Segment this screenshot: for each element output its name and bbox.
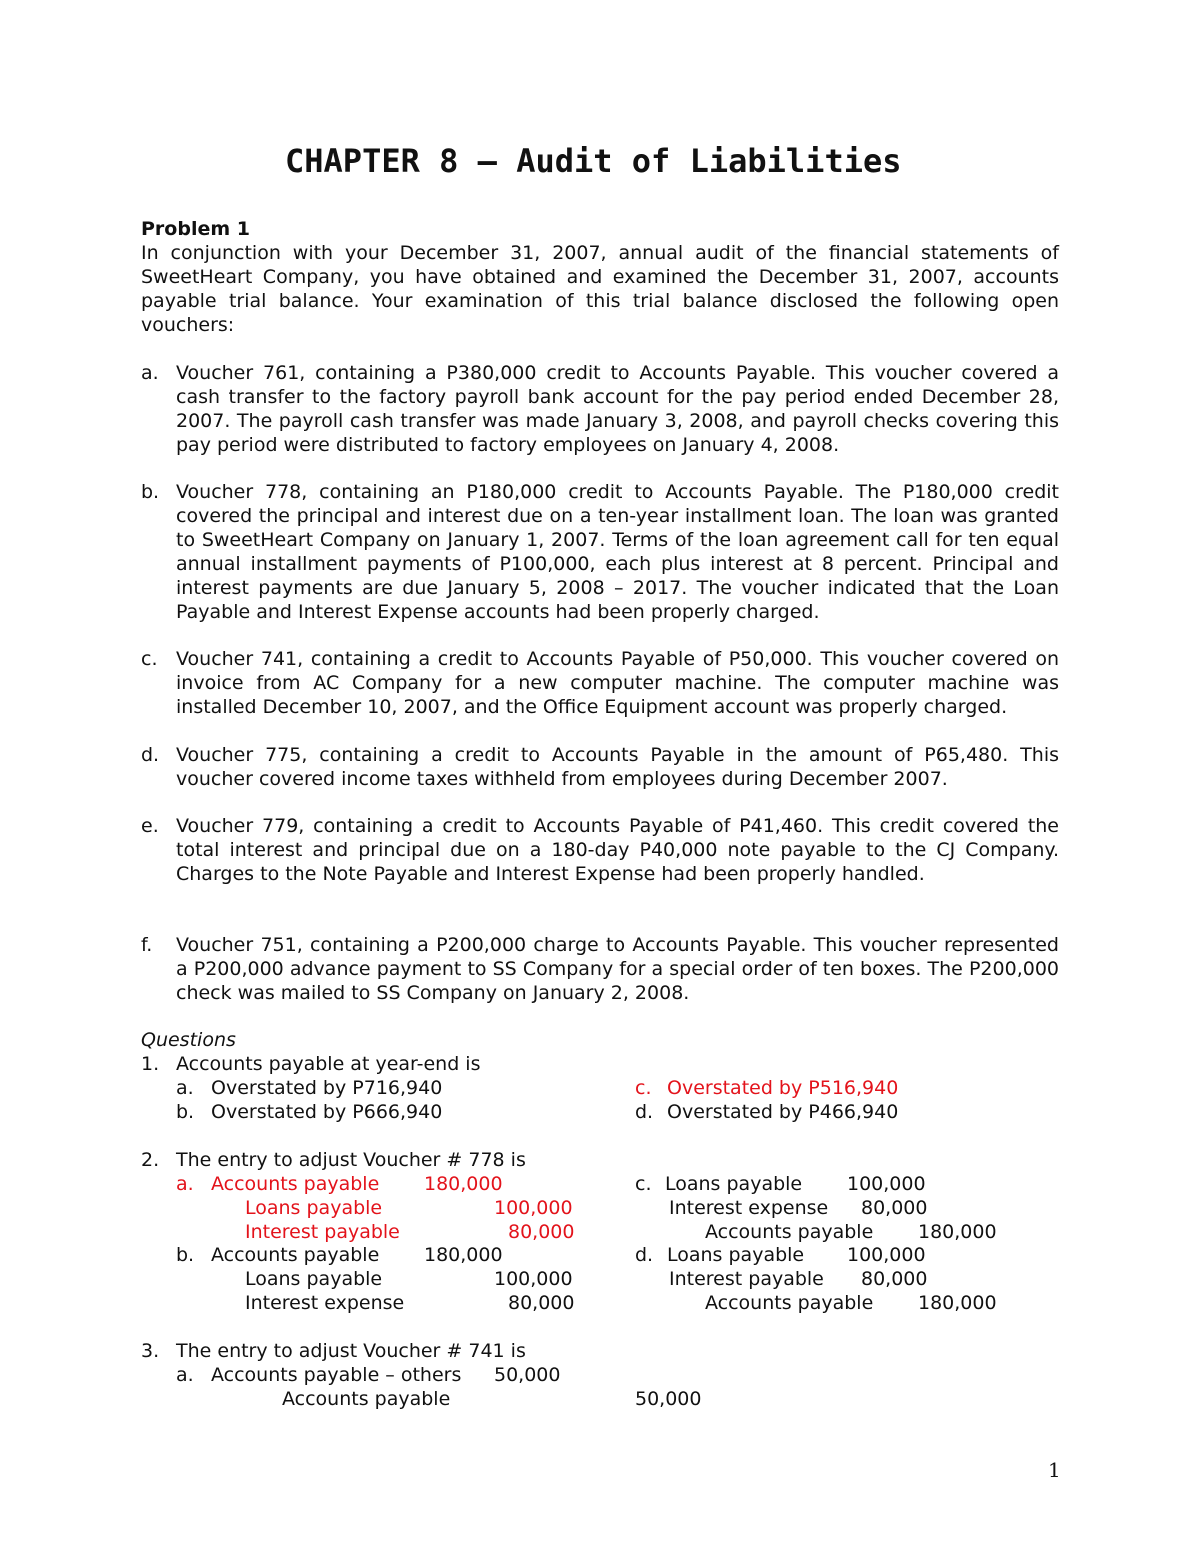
voucher-text: Voucher 775, containing a credit to Accounts Payable in the amount of P65,480. This voucher covered income taxes withheld from employees during December 2007. [176, 744, 1059, 790]
page-number: 1 [1048, 1458, 1061, 1482]
q1-option-a: Overstated by P716,940 [211, 1077, 443, 1099]
q3-a-debit-account: Accounts payable – others [211, 1364, 462, 1386]
q2-option-d-label: d. [635, 1244, 654, 1266]
voucher-text: Voucher 741, containing a credit to Accounts Payable of P50,000. This voucher covered on invoice from AC Company for a new computer machine. The computer machine was installed December 10, 2007, and the Office Equipment account was properly charged. [176, 648, 1059, 718]
q2-d-debit-amount-2: 80,000 [861, 1268, 928, 1290]
q1-option-b-label: b. [176, 1101, 195, 1123]
q2-d-debit-amount-1: 100,000 [847, 1244, 926, 1266]
voucher-label: f. [141, 934, 153, 956]
voucher-label: a. [141, 362, 159, 384]
q2-option-a-label: a. [176, 1173, 194, 1195]
q2-d-debit-account-1: Loans payable [667, 1244, 805, 1266]
voucher-label: d. [141, 744, 160, 766]
question-1-text: Accounts payable at year-end is [176, 1053, 481, 1075]
questions-heading: Questions [141, 1029, 236, 1051]
q2-option-b-label: b. [176, 1244, 195, 1266]
q2-c-credit-account: Accounts payable [705, 1221, 874, 1243]
q2-c-debit-account-1: Loans payable [665, 1173, 803, 1195]
chapter-title: CHAPTER 8 – Audit of Liabilities [285, 142, 902, 180]
q2-option-c-label: c. [635, 1173, 652, 1195]
question-1-number: 1. [141, 1053, 160, 1075]
q2-a-credit-account-2: Interest payable [245, 1221, 400, 1243]
question-3-number: 3. [141, 1340, 160, 1362]
q2-b-credit-amount-2: 80,000 [508, 1292, 575, 1314]
question-2-number: 2. [141, 1149, 160, 1171]
q1-option-c-answer: Overstated by P516,940 [667, 1077, 899, 1099]
q2-d-credit-account: Accounts payable [705, 1292, 874, 1314]
voucher-text: Voucher 779, containing a credit to Accounts Payable of P41,460. This credit covered the total interest and principal due on a 180-day P40,000 note payable to the CJ Company. Charges to the Note Payable and Interest Expense had been properly handled. [176, 815, 1059, 885]
q2-d-debit-account-2: Interest payable [669, 1268, 824, 1290]
q3-option-a-label: a. [176, 1364, 194, 1386]
q2-b-debit-account: Accounts payable [211, 1244, 380, 1266]
q2-b-credit-amount-1: 100,000 [494, 1268, 573, 1290]
q2-d-credit-amount: 180,000 [918, 1292, 997, 1314]
q1-option-d-label: d. [635, 1101, 654, 1123]
q1-option-c-label: c. [635, 1077, 652, 1099]
q2-c-debit-amount-2: 80,000 [861, 1197, 928, 1219]
q2-c-debit-amount-1: 100,000 [847, 1173, 926, 1195]
problem-heading: Problem 1 [141, 218, 250, 240]
problem-intro: In conjunction with your December 31, 2007, annual audit of the financial statements of SweetHeart Company, you have obtained and examined the December 31, 2007, accounts payable trial balance. Your examination of this trial balance disclosed the following open vouchers: [141, 242, 1059, 336]
q2-b-debit-amount: 180,000 [424, 1244, 503, 1266]
q2-b-credit-account-1: Loans payable [245, 1268, 383, 1290]
q3-a-credit-account: Accounts payable [282, 1388, 451, 1410]
voucher-text: Voucher 778, containing an P180,000 credit to Accounts Payable. The P180,000 credit covered the principal and interest due on a ten-year installment loan. The loan was granted to SweetHeart Company on January 1, 2007. Terms of the loan agreement call for ten equal annual installment payments of P100,000, each plus interest at 8 percent. Principal and interest payments are due January 5, 2008 – 2017. The voucher indicated that the Loan Payable and Interest Expense accounts had been properly charged. [176, 481, 1059, 623]
q1-option-a-label: a. [176, 1077, 194, 1099]
voucher-label: b. [141, 481, 160, 503]
q2-a-credit-amount-1: 100,000 [494, 1197, 573, 1219]
q2-c-debit-account-2: Interest expense [669, 1197, 829, 1219]
q2-a-credit-amount-2: 80,000 [508, 1221, 575, 1243]
voucher-text: Voucher 751, containing a P200,000 charge to Accounts Payable. This voucher represented a P200,000 advance payment to SS Company for a special order of ten boxes. The P200,000 check was mailed to SS Company on January 2, 2008. [176, 934, 1059, 1004]
q2-a-credit-account-1: Loans payable [245, 1197, 383, 1219]
q1-option-b: Overstated by P666,940 [211, 1101, 443, 1123]
question-2-text: The entry to adjust Voucher # 778 is [176, 1149, 526, 1171]
q2-a-debit-account: Accounts payable [211, 1173, 380, 1195]
voucher-label: e. [141, 815, 159, 837]
voucher-label: c. [141, 648, 158, 670]
q1-option-d: Overstated by P466,940 [667, 1101, 899, 1123]
q2-c-credit-amount: 180,000 [918, 1221, 997, 1243]
q2-a-debit-amount: 180,000 [424, 1173, 503, 1195]
q3-a-debit-amount: 50,000 [494, 1364, 561, 1386]
q2-b-credit-account-2: Interest expense [245, 1292, 405, 1314]
q3-a-credit-amount: 50,000 [635, 1388, 702, 1410]
question-3-text: The entry to adjust Voucher # 741 is [176, 1340, 526, 1362]
voucher-text: Voucher 761, containing a P380,000 credit to Accounts Payable. This voucher covered a cash transfer to the factory payroll bank account for the pay period ended December 28, 2007. The payroll cash transfer was made January 3, 2008, and payroll checks covering this pay period were distributed to factory employees on January 4, 2008. [176, 362, 1059, 456]
